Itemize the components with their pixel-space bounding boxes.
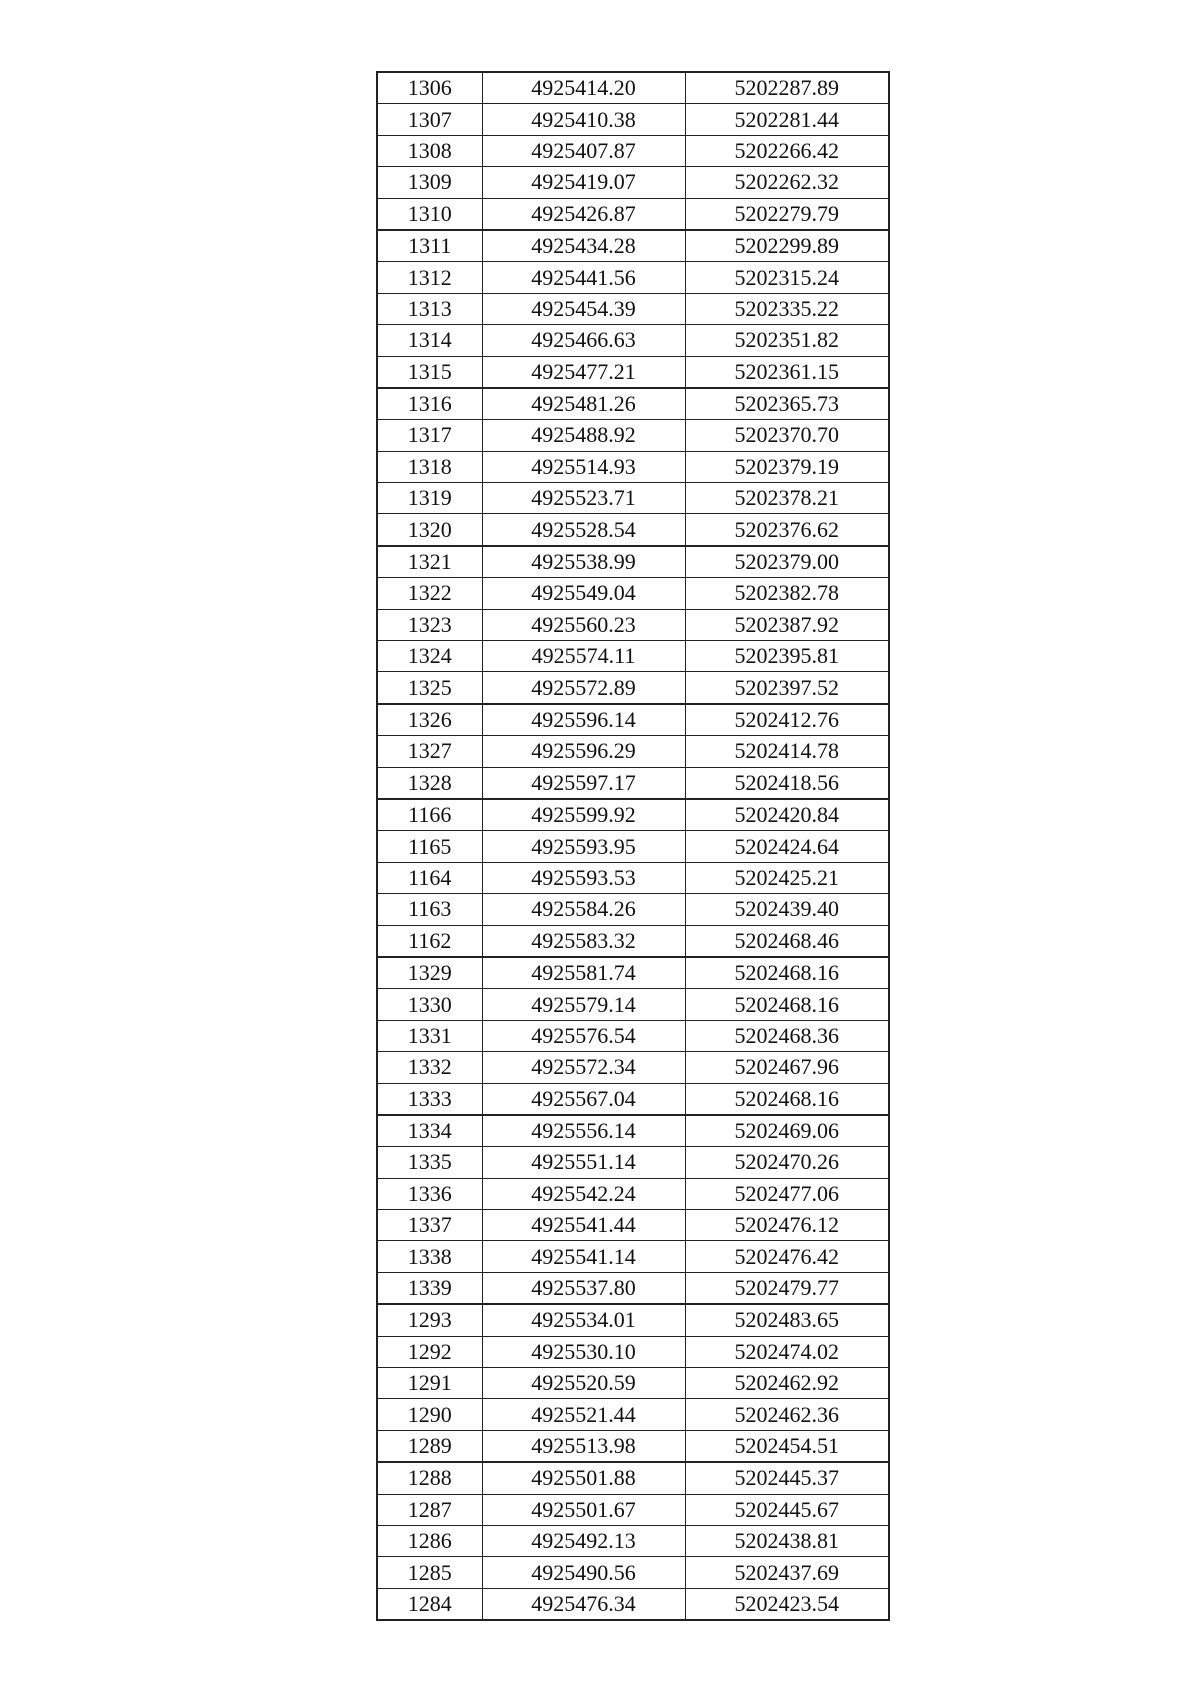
y-coordinate-cell: 5202420.84: [685, 799, 889, 831]
table-row: [377, 957, 889, 989]
point-number-cell: 1308: [377, 135, 482, 166]
y-coordinate-cell: 5202387.92: [685, 609, 889, 640]
table-row: [377, 483, 889, 514]
x-coordinate-cell: 4925481.26: [482, 388, 685, 420]
x-coordinate-cell: 4925454.39: [482, 293, 685, 324]
table-row: [377, 1399, 889, 1430]
point-number-cell: 1314: [377, 325, 482, 356]
x-coordinate-cell: 4925501.88: [482, 1462, 685, 1494]
table-row: [377, 1430, 889, 1462]
table-row: [377, 831, 889, 862]
y-coordinate-cell: 5202470.26: [685, 1147, 889, 1178]
point-number-cell: 1334: [377, 1115, 482, 1147]
point-number-cell: 1291: [377, 1368, 482, 1399]
y-coordinate-cell: 5202397.52: [685, 672, 889, 704]
y-coordinate-cell: 5202438.81: [685, 1525, 889, 1556]
y-coordinate-cell: 5202483.65: [685, 1304, 889, 1336]
point-number-cell: 1323: [377, 609, 482, 640]
table-row: [377, 1368, 889, 1399]
point-number-cell: 1285: [377, 1557, 482, 1588]
point-number-cell: 1327: [377, 736, 482, 767]
y-coordinate-cell: 5202414.78: [685, 736, 889, 767]
y-coordinate-cell: 5202370.70: [685, 420, 889, 451]
table-row: [377, 609, 889, 640]
x-coordinate-cell: 4925567.04: [482, 1083, 685, 1115]
x-coordinate-cell: 4925537.80: [482, 1272, 685, 1304]
coordinates-table: [376, 71, 890, 1621]
table-row: [377, 167, 889, 198]
point-number-cell: 1315: [377, 356, 482, 388]
x-coordinate-cell: 4925596.29: [482, 736, 685, 767]
table-row: [377, 104, 889, 135]
table-row: [377, 72, 889, 104]
x-coordinate-cell: 4925542.24: [482, 1178, 685, 1209]
y-coordinate-cell: 5202474.02: [685, 1336, 889, 1367]
table-row: [377, 1588, 889, 1620]
x-coordinate-cell: 4925551.14: [482, 1147, 685, 1178]
y-coordinate-cell: 5202379.00: [685, 546, 889, 578]
point-number-cell: 1286: [377, 1525, 482, 1556]
table-row: [377, 704, 889, 736]
table-row: [377, 1178, 889, 1209]
y-coordinate-cell: 5202468.16: [685, 989, 889, 1020]
x-coordinate-cell: 4925520.59: [482, 1368, 685, 1399]
y-coordinate-cell: 5202412.76: [685, 704, 889, 736]
y-coordinate-cell: 5202445.37: [685, 1462, 889, 1494]
table-row: [377, 135, 889, 166]
point-number-cell: 1162: [377, 925, 482, 957]
point-number-cell: 1337: [377, 1210, 482, 1241]
y-coordinate-cell: 5202437.69: [685, 1557, 889, 1588]
y-coordinate-cell: 5202279.79: [685, 198, 889, 230]
point-number-cell: 1324: [377, 641, 482, 672]
x-coordinate-cell: 4925572.34: [482, 1052, 685, 1083]
table-row: [377, 1462, 889, 1494]
y-coordinate-cell: 5202476.42: [685, 1241, 889, 1272]
point-number-cell: 1311: [377, 230, 482, 262]
y-coordinate-cell: 5202476.12: [685, 1210, 889, 1241]
point-number-cell: 1289: [377, 1430, 482, 1462]
point-number-cell: 1335: [377, 1147, 482, 1178]
table-row: [377, 262, 889, 293]
table-row: [377, 1272, 889, 1304]
x-coordinate-cell: 4925523.71: [482, 483, 685, 514]
point-number-cell: 1329: [377, 957, 482, 989]
x-coordinate-cell: 4925490.56: [482, 1557, 685, 1588]
y-coordinate-cell: 5202479.77: [685, 1272, 889, 1304]
x-coordinate-cell: 4925599.92: [482, 799, 685, 831]
x-coordinate-cell: 4925513.98: [482, 1430, 685, 1462]
y-coordinate-cell: 5202454.51: [685, 1430, 889, 1462]
table-row: [377, 894, 889, 925]
x-coordinate-cell: 4925597.17: [482, 767, 685, 799]
y-coordinate-cell: 5202315.24: [685, 262, 889, 293]
x-coordinate-cell: 4925530.10: [482, 1336, 685, 1367]
table-row: [377, 1147, 889, 1178]
table-row: [377, 420, 889, 451]
y-coordinate-cell: 5202425.21: [685, 862, 889, 893]
point-number-cell: 1332: [377, 1052, 482, 1083]
x-coordinate-cell: 4925488.92: [482, 420, 685, 451]
y-coordinate-cell: 5202395.81: [685, 641, 889, 672]
point-number-cell: 1338: [377, 1241, 482, 1272]
x-coordinate-cell: 4925521.44: [482, 1399, 685, 1430]
x-coordinate-cell: 4925434.28: [482, 230, 685, 262]
table-row: [377, 1020, 889, 1051]
point-number-cell: 1339: [377, 1272, 482, 1304]
x-coordinate-cell: 4925466.63: [482, 325, 685, 356]
y-coordinate-cell: 5202299.89: [685, 230, 889, 262]
y-coordinate-cell: 5202445.67: [685, 1494, 889, 1525]
x-coordinate-cell: 4925534.01: [482, 1304, 685, 1336]
table-row: [377, 293, 889, 324]
table-row: [377, 230, 889, 262]
x-coordinate-cell: 4925441.56: [482, 262, 685, 293]
y-coordinate-cell: 5202378.21: [685, 483, 889, 514]
point-number-cell: 1164: [377, 862, 482, 893]
y-coordinate-cell: 5202468.16: [685, 957, 889, 989]
table-row: [377, 925, 889, 957]
point-number-cell: 1290: [377, 1399, 482, 1430]
y-coordinate-cell: 5202439.40: [685, 894, 889, 925]
y-coordinate-cell: 5202424.64: [685, 831, 889, 862]
table-row: [377, 1494, 889, 1525]
point-number-cell: 1321: [377, 546, 482, 578]
table-row: [377, 1210, 889, 1241]
table-row: [377, 736, 889, 767]
y-coordinate-cell: 5202468.36: [685, 1020, 889, 1051]
point-number-cell: 1312: [377, 262, 482, 293]
x-coordinate-cell: 4925579.14: [482, 989, 685, 1020]
table-row: [377, 989, 889, 1020]
table-row: [377, 1304, 889, 1336]
y-coordinate-cell: 5202477.06: [685, 1178, 889, 1209]
table-row: [377, 1083, 889, 1115]
x-coordinate-cell: 4925514.93: [482, 451, 685, 482]
y-coordinate-cell: 5202376.62: [685, 514, 889, 546]
table-row: [377, 356, 889, 388]
y-coordinate-cell: 5202287.89: [685, 72, 889, 104]
point-number-cell: 1322: [377, 578, 482, 609]
table-row: [377, 1115, 889, 1147]
y-coordinate-cell: 5202365.73: [685, 388, 889, 420]
x-coordinate-cell: 4925476.34: [482, 1588, 685, 1620]
x-coordinate-cell: 4925593.95: [482, 831, 685, 862]
table-row: [377, 578, 889, 609]
table-row: [377, 767, 889, 799]
y-coordinate-cell: 5202462.36: [685, 1399, 889, 1430]
point-number-cell: 1292: [377, 1336, 482, 1367]
table-row: [377, 325, 889, 356]
table-row: [377, 672, 889, 704]
x-coordinate-cell: 4925596.14: [482, 704, 685, 736]
x-coordinate-cell: 4925593.53: [482, 862, 685, 893]
x-coordinate-cell: 4925492.13: [482, 1525, 685, 1556]
point-number-cell: 1293: [377, 1304, 482, 1336]
table-row: [377, 1241, 889, 1272]
x-coordinate-cell: 4925414.20: [482, 72, 685, 104]
table-row: [377, 641, 889, 672]
point-number-cell: 1333: [377, 1083, 482, 1115]
point-number-cell: 1336: [377, 1178, 482, 1209]
x-coordinate-cell: 4925581.74: [482, 957, 685, 989]
table-row: [377, 546, 889, 578]
y-coordinate-cell: 5202281.44: [685, 104, 889, 135]
y-coordinate-cell: 5202469.06: [685, 1115, 889, 1147]
table-row: [377, 514, 889, 546]
point-number-cell: 1309: [377, 167, 482, 198]
x-coordinate-cell: 4925528.54: [482, 514, 685, 546]
point-number-cell: 1320: [377, 514, 482, 546]
point-number-cell: 1325: [377, 672, 482, 704]
point-number-cell: 1330: [377, 989, 482, 1020]
table-row: [377, 388, 889, 420]
y-coordinate-cell: 5202467.96: [685, 1052, 889, 1083]
x-coordinate-cell: 4925426.87: [482, 198, 685, 230]
x-coordinate-cell: 4925538.99: [482, 546, 685, 578]
y-coordinate-cell: 5202379.19: [685, 451, 889, 482]
table-row: [377, 1557, 889, 1588]
table-row: [377, 1052, 889, 1083]
point-number-cell: 1288: [377, 1462, 482, 1494]
x-coordinate-cell: 4925576.54: [482, 1020, 685, 1051]
point-number-cell: 1328: [377, 767, 482, 799]
point-number-cell: 1284: [377, 1588, 482, 1620]
x-coordinate-cell: 4925556.14: [482, 1115, 685, 1147]
coordinates-table-body: [377, 72, 889, 1620]
table-row: [377, 1336, 889, 1367]
table-row: [377, 198, 889, 230]
table-row: [377, 451, 889, 482]
y-coordinate-cell: 5202262.32: [685, 167, 889, 198]
point-number-cell: 1319: [377, 483, 482, 514]
x-coordinate-cell: 4925477.21: [482, 356, 685, 388]
x-coordinate-cell: 4925419.07: [482, 167, 685, 198]
point-number-cell: 1306: [377, 72, 482, 104]
y-coordinate-cell: 5202361.15: [685, 356, 889, 388]
x-coordinate-cell: 4925410.38: [482, 104, 685, 135]
point-number-cell: 1313: [377, 293, 482, 324]
point-number-cell: 1287: [377, 1494, 482, 1525]
x-coordinate-cell: 4925407.87: [482, 135, 685, 166]
y-coordinate-cell: 5202335.22: [685, 293, 889, 324]
y-coordinate-cell: 5202468.46: [685, 925, 889, 957]
table-row: [377, 1525, 889, 1556]
y-coordinate-cell: 5202351.82: [685, 325, 889, 356]
x-coordinate-cell: 4925574.11: [482, 641, 685, 672]
point-number-cell: 1318: [377, 451, 482, 482]
y-coordinate-cell: 5202423.54: [685, 1588, 889, 1620]
point-number-cell: 1165: [377, 831, 482, 862]
y-coordinate-cell: 5202382.78: [685, 578, 889, 609]
point-number-cell: 1166: [377, 799, 482, 831]
x-coordinate-cell: 4925560.23: [482, 609, 685, 640]
x-coordinate-cell: 4925501.67: [482, 1494, 685, 1525]
x-coordinate-cell: 4925583.32: [482, 925, 685, 957]
point-number-cell: 1326: [377, 704, 482, 736]
x-coordinate-cell: 4925541.44: [482, 1210, 685, 1241]
x-coordinate-cell: 4925584.26: [482, 894, 685, 925]
point-number-cell: 1310: [377, 198, 482, 230]
x-coordinate-cell: 4925572.89: [482, 672, 685, 704]
point-number-cell: 1307: [377, 104, 482, 135]
point-number-cell: 1316: [377, 388, 482, 420]
y-coordinate-cell: 5202462.92: [685, 1368, 889, 1399]
point-number-cell: 1331: [377, 1020, 482, 1051]
point-number-cell: 1317: [377, 420, 482, 451]
y-coordinate-cell: 5202266.42: [685, 135, 889, 166]
x-coordinate-cell: 4925541.14: [482, 1241, 685, 1272]
table-row: [377, 862, 889, 893]
table-row: [377, 799, 889, 831]
point-number-cell: 1163: [377, 894, 482, 925]
x-coordinate-cell: 4925549.04: [482, 578, 685, 609]
y-coordinate-cell: 5202468.16: [685, 1083, 889, 1115]
y-coordinate-cell: 5202418.56: [685, 767, 889, 799]
